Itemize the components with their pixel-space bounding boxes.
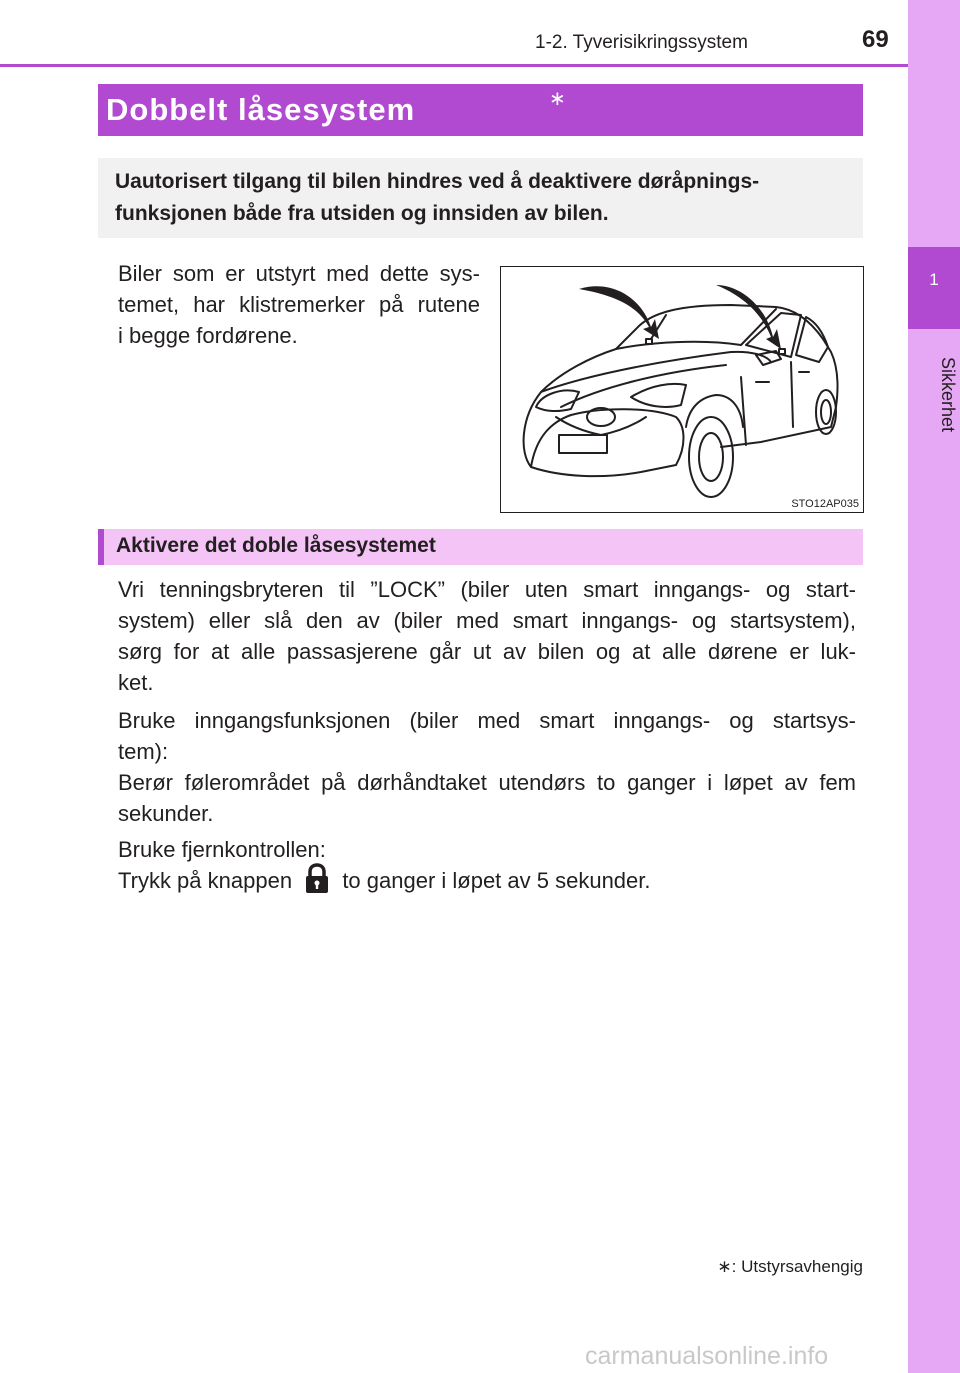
text-line: ket. [118,670,154,695]
remote-text-before: Trykk på knappen [118,868,293,893]
intro-text [115,166,850,230]
text-line: system) eller slå den av (biler med smart inngangs- og startsystem), [118,608,856,633]
figure-code: STO12AP035 [791,498,859,510]
main-title: Dobbelt låsesystem [106,92,416,127]
intro-line: funksjonen både fra utsiden og innsiden av bilen. [115,202,609,225]
text-line: sekunder. [118,801,214,826]
entry-paragraph [118,705,856,829]
text-line: Bruke fjernkontrollen: [118,837,326,862]
header-rule [0,64,908,67]
footnote: ∗: Utstyrsavhengig [717,1257,863,1276]
intro-line: Uautorisert tilgang til bilen hindres ved å deaktivere døråpnings- [115,170,760,193]
text-line: i begge fordørene. [118,323,298,348]
watermark: carmanualsonline.info [585,1342,829,1370]
text-line: Berør følerområdet på dørhåndtaket utendørs to ganger i løpet av fem [118,770,856,795]
car-with-arrows-illustration [501,267,863,512]
car-illustration [500,266,864,513]
text-line: sørg for at alle passasjerene går ut av bilen og at alle dørene er luk- [118,639,856,664]
subsection-title: Aktivere det doble låsesystemet [116,534,436,557]
text-line: Bruke inngangsfunksjonen (biler med smart inngangs- og startsys- [118,708,856,733]
text-line: Vri tenningsbryteren til ”LOCK” (biler uten smart inngangs- og start- [118,577,856,602]
text-line: Biler som er utstyrt med dette sys- [118,261,480,286]
chapter-label: Sikkerhet [938,357,958,433]
main-title-bar [98,84,863,136]
intro-box [98,158,863,238]
text-line [118,865,856,898]
equipment-marker: ∗ [549,88,566,110]
remote-paragraph [118,834,856,898]
ignition-paragraph [118,574,856,698]
section-title: 1-2. Tyverisikringssystem [535,32,748,53]
side-chapter-tab [908,0,960,1373]
sticker-paragraph [118,258,480,351]
remote-text-after: to ganger i løpet av 5 sekunder. [342,868,651,893]
text-line: temet, har klistremerker på rutene [118,292,480,317]
text-line: tem): [118,739,169,764]
chapter-number: 1 [929,270,939,289]
subsection-title-bar [98,529,863,565]
page-number: 69 [862,26,889,53]
lock-icon [304,863,330,895]
